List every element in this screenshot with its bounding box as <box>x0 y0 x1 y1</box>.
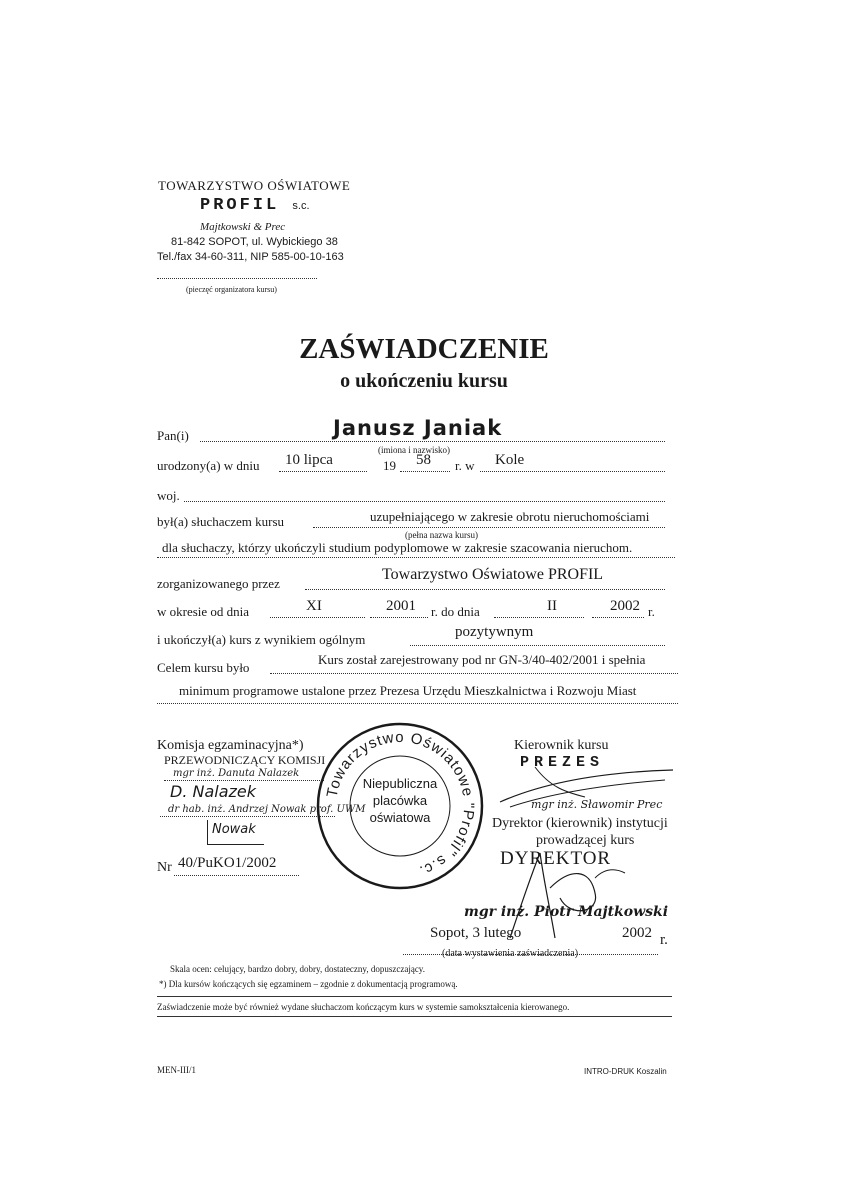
director-name: mgr inż. Piotr Majtkowski <box>464 904 669 920</box>
round-seal <box>316 722 484 890</box>
organized-label: zorganizowanego przez <box>157 576 280 591</box>
chair-name: mgr inż. Danuta Nalazek <box>173 768 300 779</box>
number-label: Nr <box>157 860 172 875</box>
result-label: i ukończył(a) kurs z wynikiem ogólnym <box>157 632 366 647</box>
province-label: woj. <box>157 488 180 503</box>
birth-year-prefix: 19 <box>383 458 396 473</box>
issue-hint: (data wystawienia zaświadczenia) <box>442 948 579 959</box>
commission-label: Komisja egzaminacyjna*) <box>157 738 304 753</box>
birth-place-label: r. w <box>455 458 475 473</box>
commission-chair-label: PRZEWODNICZĄCY KOMISJI <box>164 753 326 767</box>
birth-label: urodzony(a) w dniu <box>157 458 260 473</box>
result-dots <box>410 632 665 646</box>
organizer-owners: Majtkowski & Prec <box>200 221 286 233</box>
period-r-label: r. <box>648 604 655 619</box>
goal-label: Celem kursu było <box>157 660 250 675</box>
organizer-address: 81-842 SOPOT, ul. Wybickiego 38 <box>171 236 338 248</box>
seal-line1: Niepubliczna <box>362 776 438 791</box>
head-name: mgr inż. Sławomir Prec <box>531 798 663 811</box>
period-from-month: XI <box>306 598 322 614</box>
footnote-exams: *) Dla kursów kończących się egzaminem – zgodnie z dokumentacją programową. <box>159 979 458 989</box>
director-label-line2: prowadzącej kurs <box>536 833 635 848</box>
organizer-value: Towarzystwo Oświatowe PROFIL <box>382 566 604 583</box>
organizer-name: TOWARZYSTWO OŚWIATOWE <box>158 178 351 193</box>
issue-year: 2002 <box>622 925 652 941</box>
issue-r-label: r. <box>660 932 668 948</box>
member-signature: Nowak <box>212 822 256 837</box>
course-label: był(a) słuchaczem kursu <box>157 514 285 529</box>
goal-line1: Kurs został zarejestrowany pod nr GN-3/40-402/2001 i spełnia <box>318 652 646 667</box>
period-from-year: 2001 <box>386 598 416 614</box>
period-label: w okresie od dnia <box>157 604 250 619</box>
stamp-label: (pieczęć organizatora kursu) <box>186 285 277 294</box>
director-stamp: DYREKTOR <box>500 848 612 869</box>
birth-day-month: 10 lipca <box>285 452 333 468</box>
organizer-contact: Tel./fax 34-60-311, NIP 585-00-10-163 <box>157 251 344 263</box>
issue-place-date: Sopot, 3 lutego <box>430 925 522 941</box>
certificate-number: 40/PuKO1/2002 <box>178 855 277 871</box>
person-name: Janusz Janiak <box>333 416 503 440</box>
footnote-note: Zaświadczenie może być również wydane słuchaczom kończącym kurs w systemie samokształcenia kierowanego. <box>157 1002 570 1012</box>
organizer-brand: PROFIL s.c. <box>200 196 310 215</box>
birth-year-suffix: 58 <box>416 452 431 468</box>
birth-place: Kole <box>495 452 525 468</box>
name-hint: (imiona i nazwisko) <box>378 445 450 455</box>
stamp-dotted-line <box>157 272 317 279</box>
course-name-line1: uzupełniającego w zakresie obrotu nieruchomościami <box>370 509 650 524</box>
seal-line2: placówka <box>372 793 428 808</box>
result-value: pozytywnym <box>455 624 534 640</box>
chair-signature: D. Nalazek <box>170 782 257 801</box>
seal-outer-text: Towarzystwo Oświatowe "Profil" s.c. <box>323 728 478 880</box>
footnote-scale: Skala ocen: celujący, bardzo dobry, dobry, dostateczny, dopuszczający. <box>170 964 425 974</box>
document-title: ZAŚWIADCZENIE <box>299 333 549 365</box>
goal-line2: minimum programowe ustalone przez Prezesa Urzędu Mieszkalnictwa i Rozwoju Miast <box>179 683 637 698</box>
period-to-dots <box>494 604 584 618</box>
period-to-year: 2002 <box>610 598 640 614</box>
course-name-line2: dla słuchaczy, którzy ukończyli studium podyplomowe w zakresie szacowania nieruchom. <box>162 540 633 555</box>
period-to-label: r. do dnia <box>431 604 480 619</box>
member-name: dr hab. inż. Andrzej Nowak prof. UWM <box>168 804 366 815</box>
head-stamp: PREZES <box>520 754 605 771</box>
head-label: Kierownik kursu <box>514 738 609 753</box>
printer-name: INTRO-DRUK Koszalin <box>584 1067 667 1076</box>
form-code: MEN-III/1 <box>157 1065 196 1075</box>
director-label-line1: Dyrektor (kierownik) instytucji <box>492 816 668 831</box>
organizer-brand-suffix: s.c. <box>292 200 310 212</box>
footnote-bottom-divider <box>157 1016 672 1017</box>
document-subtitle: o ukończeniu kursu <box>340 370 508 392</box>
period-to-month: II <box>547 598 557 614</box>
footnote-divider <box>157 996 672 997</box>
province-dots <box>184 488 665 502</box>
course-name-hint: (pełna nazwa kursu) <box>405 530 478 540</box>
seal-line3: oświatowa <box>369 810 431 825</box>
name-label: Pan(i) <box>157 428 189 443</box>
